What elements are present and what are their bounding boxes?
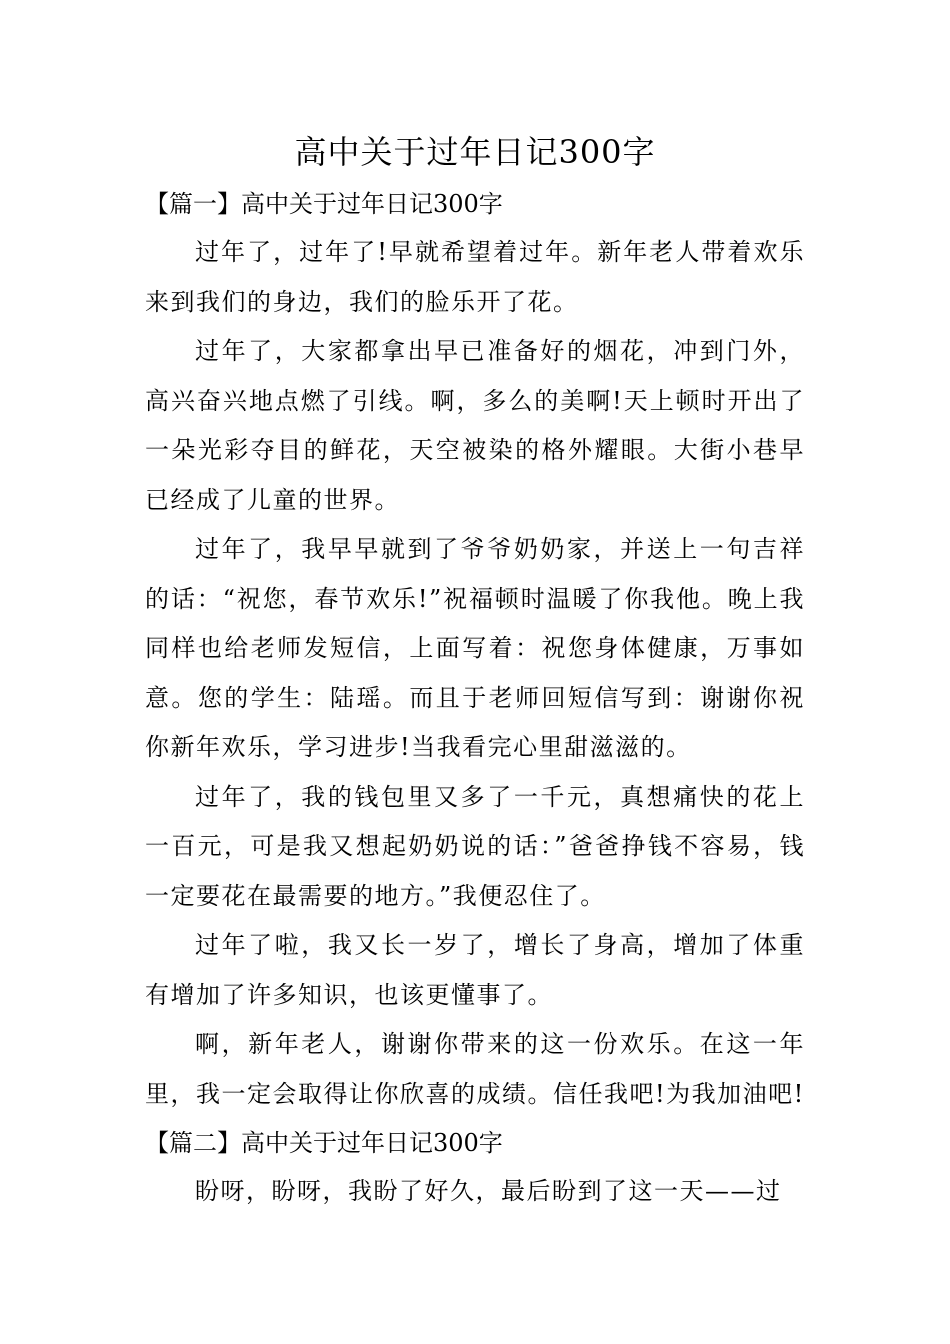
section-1: [145, 180, 805, 1119]
paragraph: 过年了，大家都拿出早已准备好的烟花，冲到门外，高兴奋兴地点燃了引线。啊，多么的美啊!天上顿时开出了一朵光彩夺目的鲜花，天空被染的格外耀眼。大街小巷早已经成了儿童的世界。: [145, 337, 805, 514]
paragraph: 过年了，我早早就到了爷爷奶奶家，并送上一句吉祥的话：“祝您，春节欢乐!”祝福顿时温暖了你我他。晚上我同样也给老师发短信，上面写着：祝您身体健康，万事如意。您的学生：陆瑶。而且于老师回短信写到：谢谢你祝你新年欢乐，学习进步!当我看完心里甜滋滋的。: [145, 535, 805, 761]
document-title: 高中关于过年日记300字: [294, 133, 656, 171]
section-heading: 【篇一】高中关于过年日记300字: [145, 190, 503, 218]
paragraph: 过年了，过年了!早就希望着过年。新年老人带着欢乐来到我们的身边，我们的脸乐开了花。: [145, 238, 805, 316]
section-heading: 【篇二】高中关于过年日记300字: [145, 1129, 503, 1157]
section-2: [145, 1119, 805, 1217]
paragraph: 盼呀，盼呀，我盼了好久，最后盼到了这一天——过: [195, 1177, 782, 1205]
paragraph: 过年了，我的钱包里又多了一千元，真想痛快的花上一百元，可是我又想起奶奶说的话：”爸爸挣钱不容易，钱一定要花在最需要的地方。”我便忍住了。: [145, 782, 805, 910]
paragraph: 啊，新年老人，谢谢你带来的这一份欢乐。在这一年里，我一定会取得让你欣喜的成绩。信任我吧!为我加油吧!: [145, 1030, 805, 1108]
paragraph: 过年了啦，我又长一岁了，增长了身高，增加了体重有增加了许多知识，也该更懂事了。: [145, 931, 805, 1009]
